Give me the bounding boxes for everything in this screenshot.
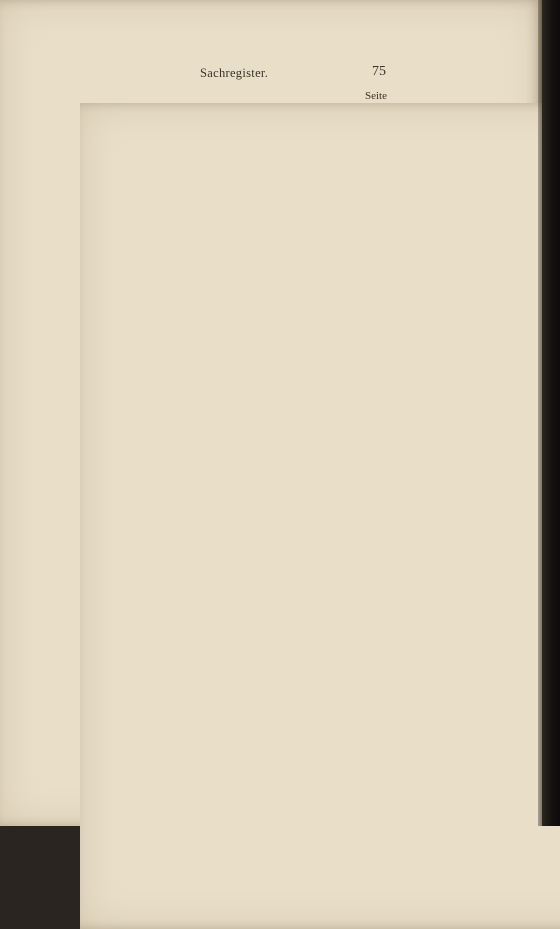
index-entry bbox=[80, 756, 390, 772]
book-spine bbox=[542, 0, 560, 826]
page-column-label: Seite bbox=[365, 90, 387, 102]
running-title: Sachregister. bbox=[200, 66, 269, 80]
index-page-ref bbox=[80, 103, 560, 929]
page-header bbox=[0, 66, 542, 86]
page-number: 75 bbox=[372, 64, 386, 79]
subject-index bbox=[80, 103, 390, 772]
